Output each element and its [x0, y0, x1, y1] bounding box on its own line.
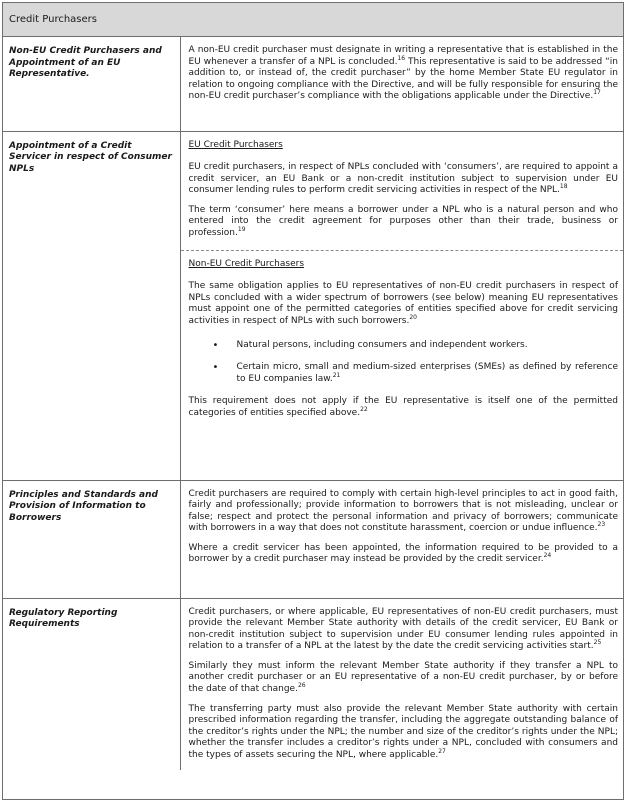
bullet-list: [189, 340, 619, 386]
paragraph: This requirement does not apply if the EU representative is itself one of the permitted categories of entities specified above.$^{22}$: [188, 396, 618, 418]
table-row: [3, 37, 623, 131]
footnote-ref[interactable]: 20: [409, 314, 417, 322]
paragraph: A non-EU credit purchaser must designate in writing a representative that is established in the EU whenever a transfer of a NPL is concluded.$^{16}$ This representative is said to be addressed “in addition to, or instead of, the credit purchaser” by the home Member State EU regulator in relation to ongoing compliance with the Directive, and will be fully responsible for ensuring the non-EU credit purchaser’s compliance with the obligations applicable under the Directive.$^{17}$: [188, 45, 618, 102]
paragraph: The same obligation applies to EU representatives of non-EU credit purchasers in respect of NPLs concluded with a wider spectrum of borrowers (see below) meaning EU representatives must appoint one of the permitted categories of entities specified above for credit servicing activities in respect of NPLs with such borrowers.$^{20}$: [188, 281, 618, 327]
document-table: [2, 2, 624, 800]
section-divider: [181, 250, 624, 420]
subheading: EU Credit Purchasers: [188, 139, 283, 150]
paragraph: EU credit purchasers, in respect of NPLs concluded with ‘consumers’, are required to appoint a credit servicer, an EU Bank or a non-credit institution subject to supervision under EU consumer lending rules to perform credit servicing activities in respect of the NPL.$^{18}$: [188, 162, 618, 196]
table-row: [3, 480, 623, 598]
row-heading: Appointment of a Credit Servicer in respect of Consumer NPLs: [3, 131, 180, 480]
footnote-ref[interactable]: 16: [397, 54, 406, 62]
list-item: • Certain micro, small and medium-sized enterprises (SMEs) as defined by reference to EU companies law.$^{21}$: [189, 362, 619, 385]
row-heading: Principles and Standards and Provision of Information to Borrowers: [3, 480, 180, 598]
row-content: [180, 131, 623, 480]
table-row: [3, 131, 623, 480]
footnote-ref[interactable]: 25: [593, 639, 602, 647]
table-header: [3, 3, 623, 37]
footnote-ref[interactable]: 24: [543, 552, 552, 560]
row-heading: Non-EU Credit Purchasers and Appointment of an EU Representative.: [3, 37, 180, 131]
list-item: • Natural persons, including consumers and independent workers.: [189, 340, 619, 352]
row-heading: Regulatory Reporting Requirements: [3, 598, 180, 770]
footnote-ref[interactable]: 22: [360, 406, 368, 413]
content-table: [3, 37, 623, 770]
row-content: [180, 37, 623, 131]
paragraph: Credit purchasers, or where applicable, EU representatives of non-EU credit purchasers, must provide the relevant Member State authority with details of the credit servicer, EU Bank or non-credit institution subject to supervision under EU consumer lending rules appointed in relation to a transfer of a NPL at the latest by the date the credit servicing activities start.$^{25}$: [188, 606, 618, 652]
paragraph: The term ‘consumer’ here means a borrower under a NPL who is a natural person and who entered into the credit agreement for purposes other than their trade, business or profession.$^{19}$: [188, 204, 618, 239]
footnote-ref[interactable]: 19: [237, 226, 246, 234]
footnote-ref[interactable]: 26: [297, 682, 306, 690]
row-content: [180, 480, 623, 598]
header-title: Credit Purchasers: [9, 14, 97, 25]
footnote-ref[interactable]: 18: [559, 183, 568, 191]
row-content: [180, 598, 623, 770]
paragraph: Credit purchasers are required to comply with certain high-level principles to act in good faith, fairly and professionally; provide information to borrowers that is not misleading, unclear or false; respect and protect the personal information and privacy of borrowers; communicate with borrowers in a way that does not constitute harassment, coercion or undue influence.$^{23}$: [188, 488, 618, 534]
footnote-ref[interactable]: 27: [438, 748, 446, 756]
footnote-ref[interactable]: 21: [332, 371, 341, 379]
subheading: Non-EU Credit Purchasers: [188, 258, 305, 269]
footnote-ref[interactable]: 17: [593, 89, 601, 97]
paragraph: Where a credit servicer has been appointed, the information required to be provided to a borrower by a credit purchaser may instead be provided by the credit servicer.$^{24}$: [188, 542, 618, 565]
footnote-ref[interactable]: 23: [597, 521, 606, 529]
paragraph: The transferring party must also provide the relevant Member State authority with certain prescribed information regarding the transfer, including the aggregate outstanding balance of the creditor’s rights under the NPL; the number and size of the creditor’s rights under the NPL; whether the transfer includes a creditor’s rights under a NPL, concluded with consumers and the types of assets securing the NPL, where applicable.$^{27}$: [188, 703, 618, 761]
table-row: [3, 598, 623, 770]
paragraph: Similarly they must inform the relevant Member State authority if they transfer a NPL to another credit purchaser or an EU representative of a non-EU credit purchaser, by or before the date of that change.$^{26}$: [188, 660, 618, 695]
